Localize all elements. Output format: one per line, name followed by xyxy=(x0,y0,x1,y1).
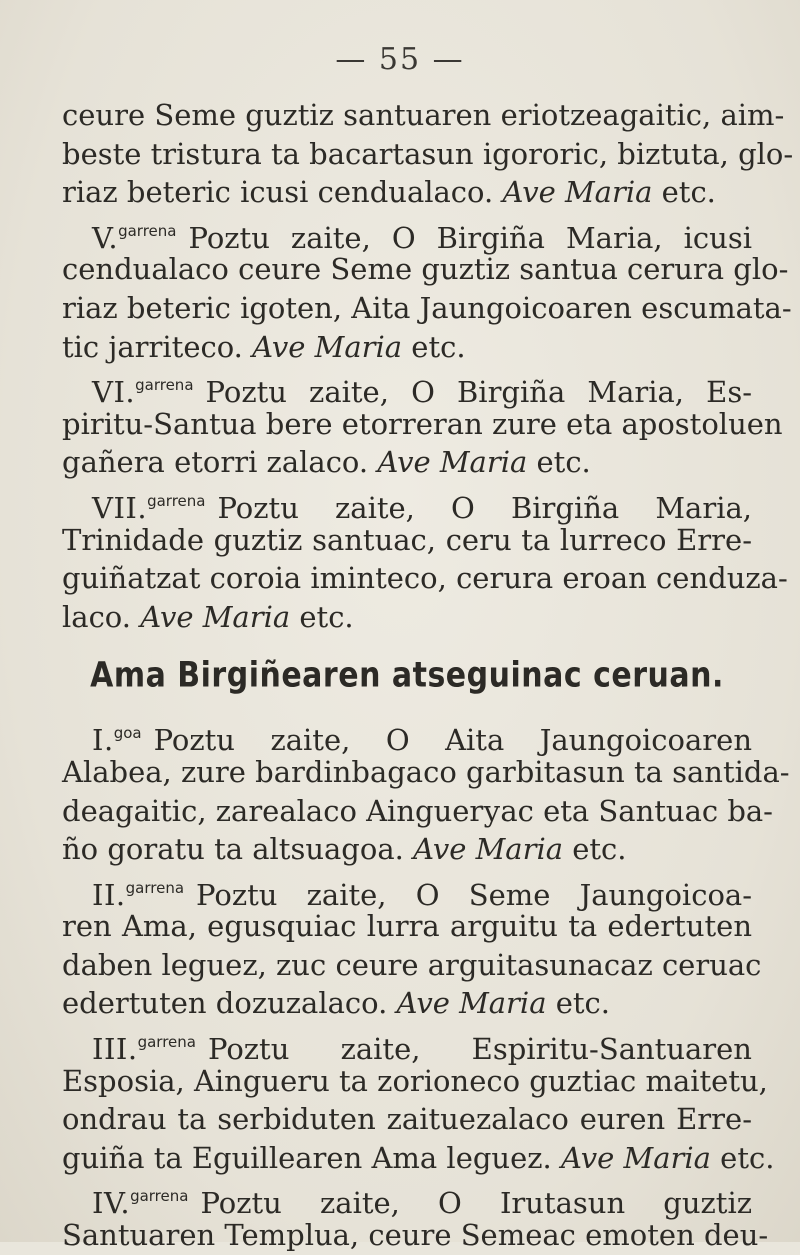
refrain-etc: etc. xyxy=(555,986,610,1021)
prayer-refrain: Ave Maria xyxy=(140,599,291,634)
line-text: guiña ta Eguillearen Ama leguez. xyxy=(62,1140,552,1175)
verse-number: VII. xyxy=(92,490,148,525)
text-line xyxy=(62,559,788,598)
verse-number: III. xyxy=(92,1032,138,1067)
line-text: Poztu zaite, O Birgiña Maria, Es- xyxy=(205,375,752,410)
text-line xyxy=(62,753,790,792)
section-heading: Ama Birgiñearen atseguinac ceruan. xyxy=(90,655,724,696)
ordinal-superscript: garrena xyxy=(137,1033,196,1052)
text-line xyxy=(62,830,752,869)
text-line xyxy=(62,869,752,912)
verse-number: I. xyxy=(92,723,114,758)
verse-number: VI. xyxy=(92,375,136,410)
text-line xyxy=(62,792,773,831)
line-text: ño goratu ta altsuagoa. xyxy=(62,832,404,867)
line-text: ceure Seme guztiz santuaren eriotzeagaitic, aim- xyxy=(62,98,785,132)
text-line xyxy=(62,1177,752,1221)
text-line xyxy=(62,173,752,212)
text-line xyxy=(62,1023,752,1067)
line-text: cendualaco ceure Seme guztiz santua cerura glo- xyxy=(62,252,789,287)
line-text: piritu-Santua bere etorreran zure eta apostoluen xyxy=(62,406,783,441)
refrain-etc: etc. xyxy=(661,175,716,210)
text-line xyxy=(62,598,752,637)
refrain-etc: etc. xyxy=(411,329,466,364)
line-text: Esposia, Aingueru ta zorioneco guztiac maitetu, xyxy=(62,1063,768,1098)
text-line xyxy=(62,521,752,560)
text-line xyxy=(62,1062,768,1101)
ordinal-superscript: garrena xyxy=(130,1187,189,1206)
line-text: beste tristura ta bacartasun igororic, biztuta, glo- xyxy=(62,136,794,171)
text-line xyxy=(62,482,752,525)
refrain-etc: etc. xyxy=(299,599,354,634)
line-text: gañera etorri zalaco. xyxy=(62,445,369,480)
line-text: deagaitic, zarealaco Ainguerуac eta Santuac ba- xyxy=(62,793,773,828)
text-line xyxy=(62,714,752,758)
text-line xyxy=(62,907,752,946)
text-line xyxy=(62,289,792,328)
line-text: ondrau ta serbiduten zaituezalaco euren Erre- xyxy=(62,1102,752,1137)
text-line xyxy=(62,405,783,444)
line-text: daben leguez, zuc ceure arguitasunacaz ceruac xyxy=(62,947,762,982)
ordinal-superscript: garrena xyxy=(135,376,194,395)
text-line xyxy=(62,366,752,410)
text-line xyxy=(62,250,789,289)
text-line xyxy=(62,96,785,135)
text-line xyxy=(62,328,752,367)
prayer-refrain: Ave Maria xyxy=(413,832,564,867)
line-text: Poztu zaite, Espiritu-Santuaren xyxy=(207,1032,752,1067)
refrain-etc: etc. xyxy=(572,832,627,867)
ordinal-superscript: garrena xyxy=(125,878,185,897)
prayer-refrain: Ave Maria xyxy=(502,175,653,210)
line-text: tic jarriteco. xyxy=(62,329,243,364)
line-text: riaz beteric icusi cendualaco. xyxy=(62,175,494,210)
text-line xyxy=(62,984,752,1023)
prayer-refrain: Ave Maria xyxy=(560,1140,711,1175)
line-text: ren Ama, egusquiac lurra arguitu ta edertuten xyxy=(62,909,752,944)
text-line xyxy=(62,1216,769,1255)
text-block-1 xyxy=(62,96,794,636)
refrain-etc: etc. xyxy=(536,445,591,480)
ordinal-superscript: goa xyxy=(113,724,142,743)
text-line xyxy=(62,135,794,174)
line-text: Trinidade guztiz santuac, ceru ta lurreco Erre- xyxy=(62,522,752,557)
line-text: Poztu zaite, O Irutasun guztiz xyxy=(200,1186,752,1221)
ordinal-superscript: garrena xyxy=(147,491,206,510)
line-text: Poztu zaite, O Birgiña Maria, xyxy=(217,490,752,525)
line-text: Poztu zaite, O Seme Jaungoicoa- xyxy=(196,877,752,912)
refrain-etc: etc. xyxy=(720,1140,775,1175)
text-line xyxy=(62,946,762,985)
line-text: guiñatzat coroia iminteco, cerura eroan cenduza- xyxy=(62,561,788,596)
text-block-2 xyxy=(62,714,790,1254)
text-line xyxy=(62,1100,752,1139)
line-text: Poztu zaite, O Aita Jaungoicoaren xyxy=(153,723,752,758)
verse-number: IV. xyxy=(92,1186,131,1221)
prayer-refrain: Ave Maria xyxy=(396,986,547,1021)
line-text: Alabea, zure bardinbagaco garbitasun ta santida- xyxy=(62,754,790,789)
line-text: Santuaren Templua, ceure Semeac emoten deu- xyxy=(62,1218,769,1253)
verse-number: II. xyxy=(92,877,126,912)
text-line xyxy=(62,443,752,482)
page-number: — 55 — xyxy=(335,42,465,77)
text-line xyxy=(62,212,752,255)
prayer-refrain: Ave Maria xyxy=(252,329,403,364)
text-body xyxy=(62,96,794,1255)
line-text: Poztu zaite, O Birgiña Maria, icusi xyxy=(188,220,752,255)
line-text: edertuten dozuzalaco. xyxy=(62,986,388,1021)
text-line xyxy=(62,1139,775,1178)
ordinal-superscript: garrena xyxy=(118,221,177,240)
verse-number: V. xyxy=(92,220,119,255)
line-text: riaz beteric igoten, Aita Jaungoicoaren escumata- xyxy=(62,290,792,325)
line-text: laco. xyxy=(62,599,131,634)
prayer-refrain: Ave Maria xyxy=(377,445,528,480)
